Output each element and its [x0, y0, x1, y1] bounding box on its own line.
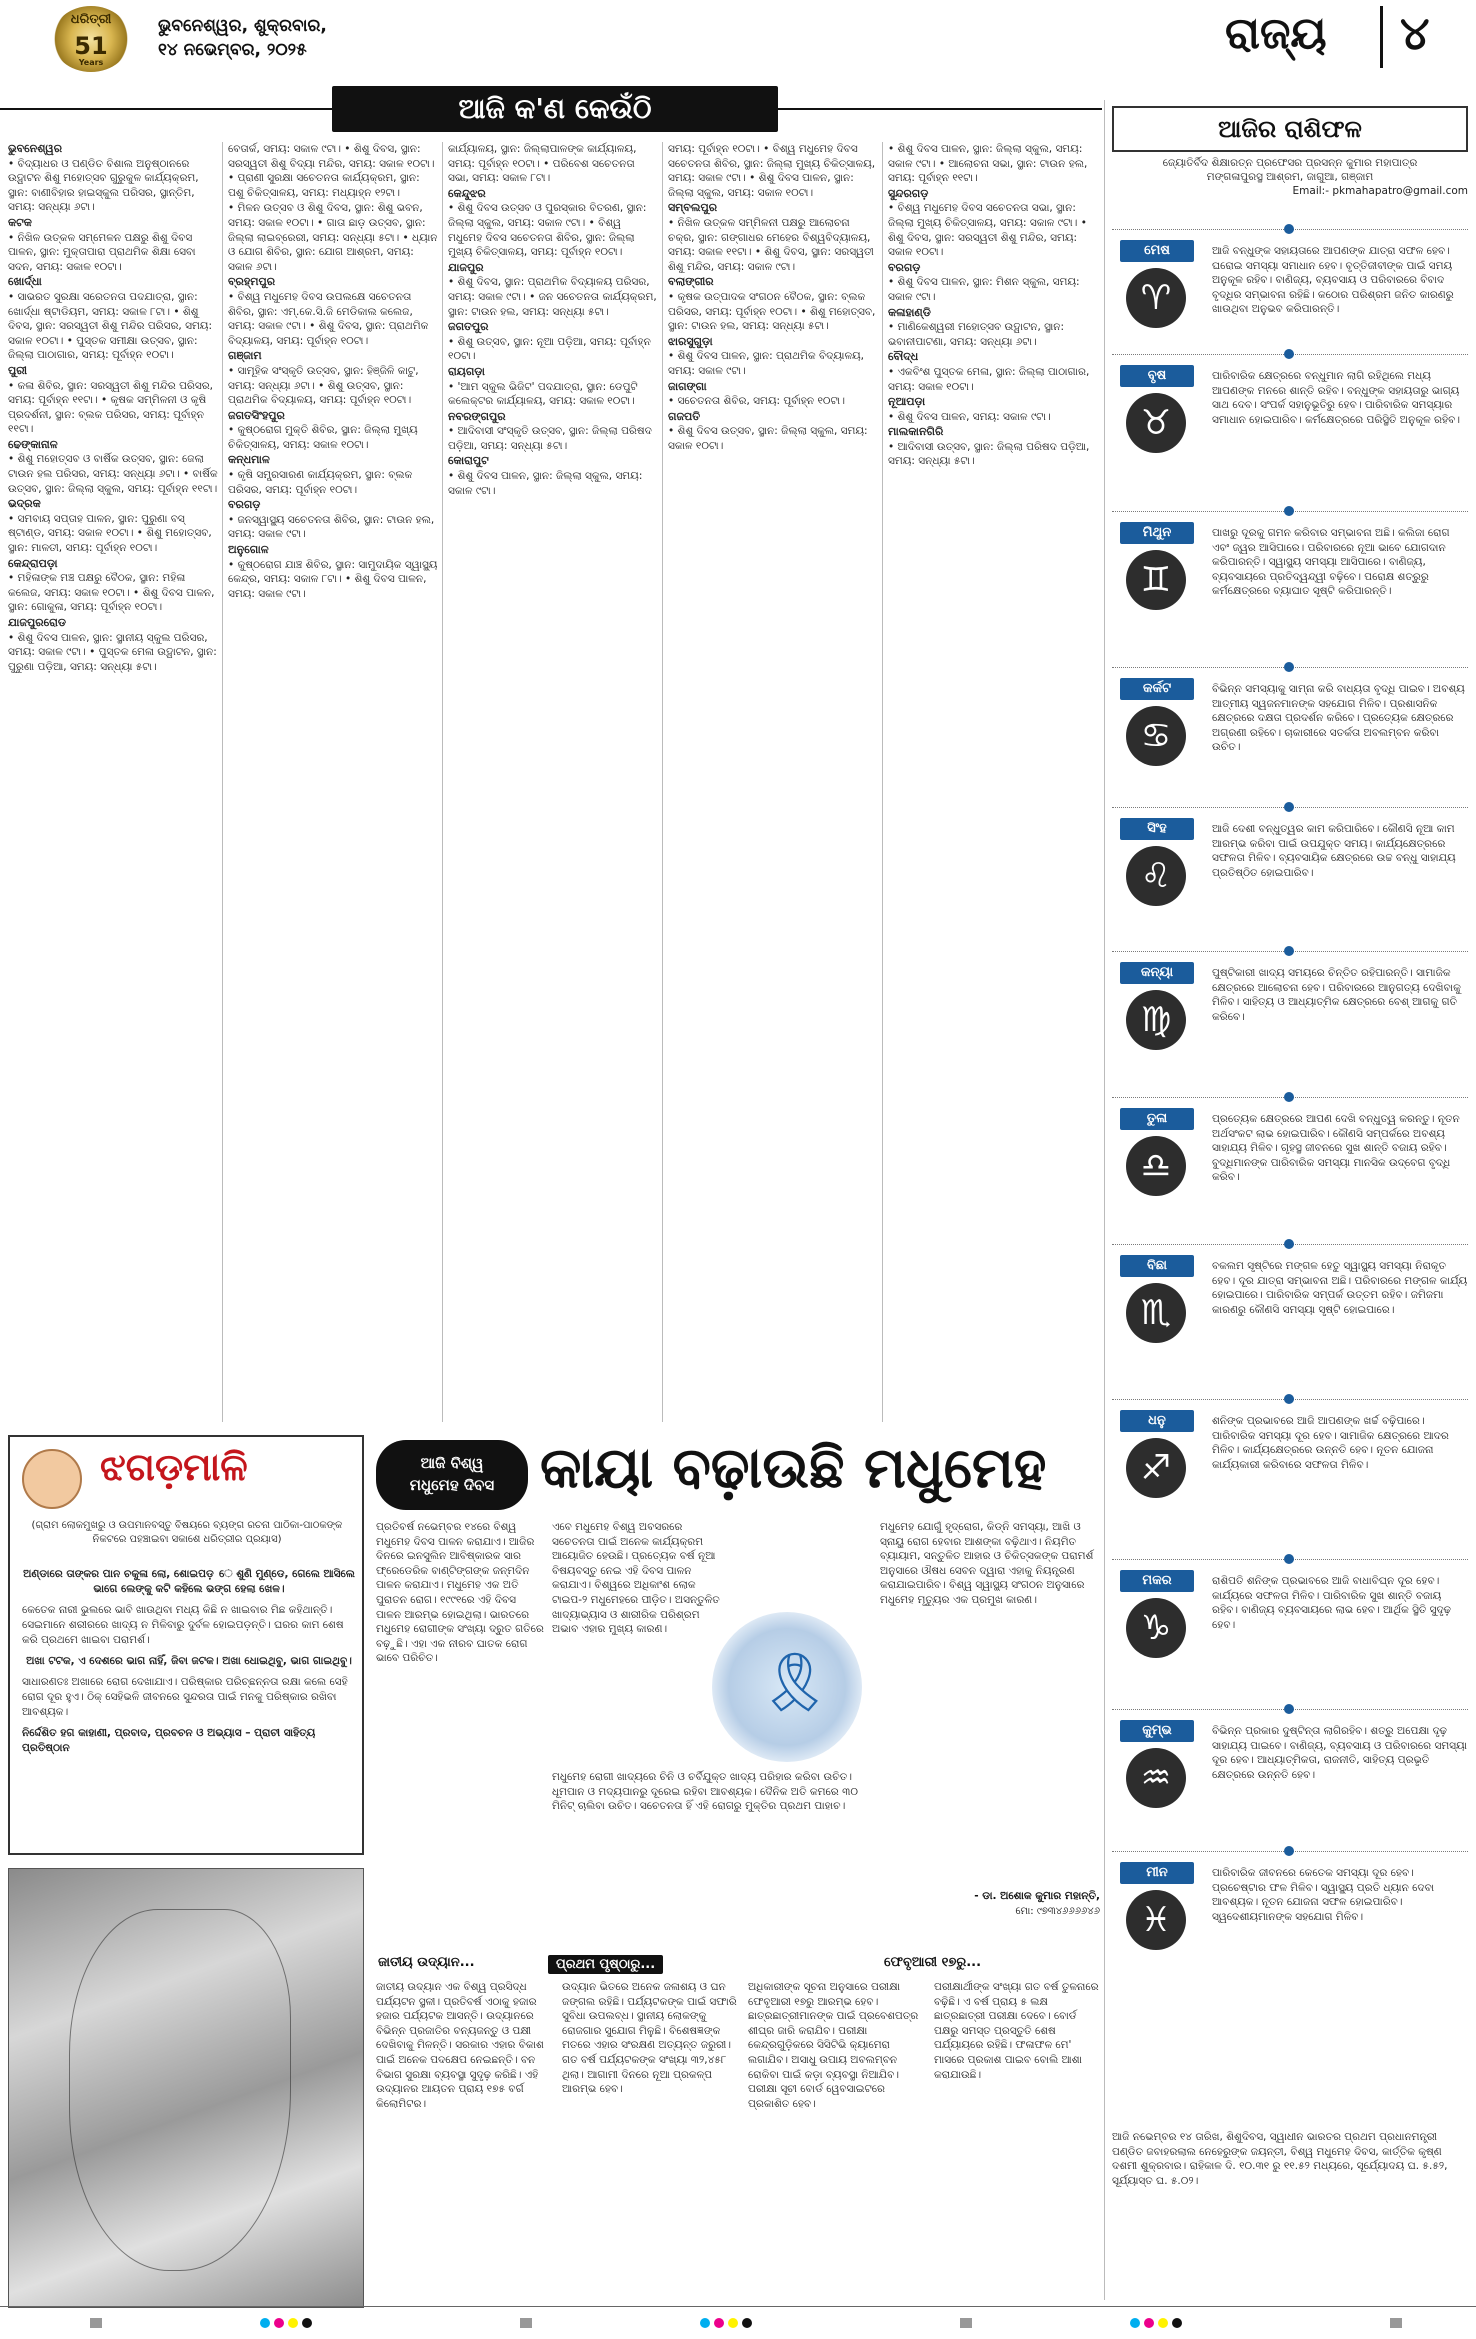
zodiac-symbol-icon: ♓: [1126, 1890, 1186, 1950]
column-rule: [662, 142, 663, 1422]
event-listing: • କୃଷକ ଉତ୍ପାଦକ ସଂଗଠନ ବୈଠକ, ସ୍ଥାନ: ବ୍ଲକ ପରିସର, ସମୟ: ପୂର୍ବାହ୍ନ ୧୦ଟା। • ଶିଶୁ ମହୋତ୍ସବ, ସ୍ଥାନ: ଟାଉନ ହଲ, ସମୟ: ସନ୍ଧ୍ୟା ୫ଟା।: [668, 290, 876, 333]
event-listing: • ଶିଶୁ ଦିବସ ପାଳନ, ସମୟ: ସକାଳ ୯ଟା।: [888, 410, 1051, 423]
events-column-1: [8, 142, 218, 1422]
zodiac-sign-block: [1112, 240, 1468, 358]
satellite-weather-map: [8, 1868, 364, 2308]
event-listing: କାର୍ଯ୍ୟାଳୟ, ସ୍ଥାନ: ଜିଲ୍ଲାପାଳଙ୍କ କାର୍ଯ୍ୟାଳୟ, ସମୟ: ପୂର୍ବାହ୍ନ ୧୦ଟା। • ପରିବେଶ ସଚେତନତା ସଭା, ସମୟ: ସକାଳ ୮ଟା।: [448, 143, 637, 185]
district-heading: ପୁରୀ: [8, 363, 27, 377]
district-heading: ଜଗତପୁର: [448, 320, 489, 334]
zodiac-sign-name: ମିଥୁନ: [1120, 522, 1194, 544]
joke-source: ନିର୍ଦ୍ଦେଶିତ ହଗ କାହାଣୀ, ପ୍ରବାଦ, ପ୍ରବଚନ ଓ ଅଭ୍ୟାସ – ପ୍ରାଚୀ ସାହିତ୍ୟ ପ୍ରତିଷ୍ଠାନ: [22, 1727, 316, 1754]
zodiac-prediction: ପାରିବାରିକ ଜୀବନରେ କେତେକ ସମସ୍ୟା ଦୂର ହେବ। ପ୍ରଚେଷ୍ଟାର ଫଳ ମିଳିବ। ସ୍ୱାସ୍ଥ୍ୟ ପ୍ରତି ଧ୍ୟାନ ଦେବା ଆବଶ୍ୟକ। ନୂତନ ଯୋଜନା ସଫଳ ହୋଇପାରିବ। ସ୍ୱଦେଶୀୟମାନଙ୍କ ସହଯୋଗ ମିଳିବ।: [1212, 1867, 1435, 1923]
event-listing: • ଶିଶୁ ଦିବସ ପାଳନ, ସ୍ଥାନ: ସ୍ଥାନୀୟ ସ୍କୁଲ ପରିସର, ସମୟ: ସକାଳ ୯ଟା। • ପୁସ୍ତକ ମେଳା ଉଦ୍ଘାଟନ, ସ୍ଥାନ: ପୁରୁଣା ପଡ଼ିଆ, ସମୟ: ସନ୍ଧ୍ୟା ୫ଟା।: [8, 631, 217, 673]
logo-years-number: 51: [74, 32, 108, 60]
event-listing: • ମିଳନ ଉତ୍ସବ ଓ ଶିଶୁ ଦିବସ, ସ୍ଥାନ: ଶିଶୁ ଭବନ, ସମୟ: ସକାଳ ୧୦ଟା। • ଗାତା ଛାଡ଼ ଉତ୍ସବ, ସ୍ଥାନ: ଜିଲ୍ଲା ଲାଇବ୍ରେରୀ, ସମୟ: ସନ୍ଧ୍ୟା ୫ଟା। • ଧ୍ୟାନ ଓ ଯୋଗ ଶିବିର, ସ୍ଥାନ: ଯୋଗ ଆଶ୍ରମ, ସମୟ: ସକାଳ ୬ଟା।: [228, 202, 438, 273]
verse-1: ଅଣ୍ଡାରେ ତାଙ୍କର ପାନ ଚକୁଳା ଲୋ, ଶୋଇପଡ଼ େ ଶୁଣି ମୁଣ୍ଡେ, ଗେଲେ ଆସିଲେ ଭାଗେ ଲେଙ୍କୁ କଟି କହିଲେ ଭଙ୍ଗ ହେଲା ଖେଳ।: [23, 1568, 355, 1595]
zodiac-sign-name: ସିଂହ: [1120, 818, 1194, 840]
feature-tag-line-1: ଆଜି ବିଶ୍ୱ: [420, 1454, 484, 1472]
district-heading: ବରଗଡ଼: [888, 260, 921, 274]
masthead: [0, 0, 500, 78]
bottom-column-4: ପରୀକ୍ଷାର୍ଥୀଙ୍କ ସଂଖ୍ୟା ଗତ ବର୍ଷ ତୁଳନାରେ ବଢ଼ିଛି। ଏ ବର୍ଷ ପ୍ରାୟ ୫ ଲକ୍ଷ ଛାତ୍ରଛାତ୍ରୀ ପରୀକ୍ଷା ଦେବେ। ବୋର୍ଡ ପକ୍ଷରୁ ସମସ୍ତ ପ୍ରସ୍ତୁତି ଶେଷ ପର୍ଯ୍ୟାୟରେ ରହିଛି। ଫଳାଫଳ ମେ' ମାସରେ ପ୍ରକାଶ ପାଇବ ବୋଲି ଆଶା କରାଯାଉଛି।: [934, 1981, 1099, 2081]
event-listing: • ଶିଶୁ ଦିବସ ପାଳନ, ସ୍ଥାନ: ପ୍ରାଥମିକ ବିଦ୍ୟାଳୟ, ସମୟ: ସକାଳ ୯ଟା।: [668, 350, 865, 377]
district-heading: ନୂଆପଡ଼ା: [888, 395, 926, 409]
rashifal-title: ଆଜିର ରାଶିଫଳ: [1112, 106, 1468, 152]
event-listing: ବେତାର୍କ, ସମୟ: ସକାଳ ୯ଟା। • ଶିଶୁ ଦିବସ, ସ୍ଥାନ: ସରସ୍ୱତୀ ଶିଶୁ ବିଦ୍ୟା ମନ୍ଦିର, ସମୟ: ସକାଳ ୧୦ଟା। • ପ୍ରାଣୀ ସୁରକ୍ଷା ସଚେତନତା କାର୍ଯ୍ୟକ୍ରମ, ସ୍ଥାନ: ପଶୁ ଚିକିତ୍ସାଳୟ, ସମୟ: ମଧ୍ୟାହ୍ନ ୧୨ଟା।: [228, 143, 435, 199]
jhagadamali-subtitle: (ଗ୍ରାମ ଲୋକମୁଖରୁ ଓ ଉପମାନବସ୍ତୁ ବିଷୟରେ ବ୍ୟଙ୍ଗ ରଚନା ପାଠିକା-ପାଠକଙ୍କ ନିକଟରେ ପହଞ୍ଚାଇବା ସକାଶେ ଧରିତ୍ରୀର ପ୍ରୟାସ): [31, 1520, 343, 1545]
sign-divider: [1112, 802, 1468, 812]
zodiac-symbol-icon: ♎: [1126, 1136, 1186, 1196]
paragraph-1: କେତେକ ନାରୀ ଭୁଲରେ ଭାବି ଖାଉଥିବା ମଧ୍ୟ କିଛି ନ ଖାଇବାର ମିଛ କହିଥାନ୍ତି। ସେଇମାନେ ଶରୀରରେ ଖାଦ୍ୟ ନ ମିଳିବାରୁ ଦୁର୍ବଳ ହୋଇପଡ଼ନ୍ତି। ଘରର କାମ ଶେଷ କରି ପ୍ରଥମେ ଖାଇବା ପରାମର୍ଶ।: [22, 1604, 344, 1646]
jhagadamali-title: ଝଗଡ଼ମାଳି: [100, 1445, 248, 1489]
cyan-mark: [700, 2318, 710, 2328]
zodiac-symbol-icon: ♈: [1126, 268, 1186, 328]
black-mark: [302, 2318, 312, 2328]
zodiac-sign-block: [1112, 1570, 1468, 1688]
event-listing: • ଶିଶୁ ମହୋତ୍ସବ ଓ ବାର୍ଷିକ ଉତ୍ସବ, ସ୍ଥାନ: ଜେଲା ଟାଉନ ହଲ ପରିସର, ସମୟ: ସନ୍ଧ୍ୟା ୬ଟା। • ବାର୍ଷିକ ଉତ୍ସବ, ସ୍ଥାନ: ଜିଲ୍ଲା ସ୍କୁଲ, ସମୟ: ପୂର୍ବାହ୍ନ ୧୧ଟା।: [8, 453, 218, 495]
feature-column-3: ମଧୁମେହ ଯୋଗୁଁ ହୃଦ୍‌ରୋଗ, କିଡ୍ନି ସମସ୍ୟା, ଆଖି ଓ ସ୍ନାୟୁ ରୋଗ ହେବାର ଆଶଙ୍କା ବଢ଼ିଥାଏ। ନିୟମିତ ବ୍ୟାୟାମ, ସନ୍ତୁଳିତ ଆହାର ଓ ଚିକିତ୍ସକଙ୍କ ପରାମର୍ଶ ଅନୁସାରେ ଔଷଧ ସେବନ ଦ୍ୱାରା ଏହାକୁ ନିୟନ୍ତ୍ରଣ କରାଯାଇପାରିବ। ବିଶ୍ୱ ସ୍ୱାସ୍ଥ୍ୟ ସଂଗଠନ ଅନୁସାରେ ମଧୁମେହ ମୃତ୍ୟୁର ଏକ ପ୍ରମୁଖ କାରଣ।: [880, 1521, 1094, 1606]
cartoon-face-icon: [22, 1449, 82, 1509]
india-outline: [69, 1909, 291, 2271]
gray-mark: [520, 2318, 532, 2328]
jhagadamali-text: [22, 1567, 356, 1756]
sign-divider: [1112, 1704, 1468, 1714]
rashifal-address: ମଙ୍ଗଳାପୁରସ୍ଥ ଆଶ୍ରମ, ଜାଗୁଆ, ଗଞ୍ଜାମ: [1206, 171, 1374, 183]
dharitri-51-years-logo: [52, 6, 130, 72]
district-heading: ଝାରସୁଗୁଡ଼ା: [668, 334, 713, 348]
zodiac-sign-block: [1112, 365, 1468, 483]
event-listing: • ଶିଶୁ ଦିବସ ପାଳନ, ସ୍ଥାନ: ଜିଲ୍ଲା ସ୍କୁଲ, ସମୟ: ସକାଳ ୯ଟା। • ଆଲୋଚନା ସଭା, ସ୍ଥାନ: ଟାଉନ ହଲ, ସମୟ: ପୂର୍ବାହ୍ନ ୧୧ଟା।: [888, 143, 1088, 185]
feature-column-4: ମଧୁମେହ ରୋଗୀ ଖାଦ୍ୟରେ ଚିନି ଓ ଚର୍ବିଯୁକ୍ତ ଖାଦ୍ୟ ପରିହାର କରିବା ଉଚିତ। ଧୂମପାନ ଓ ମଦ୍ୟପାନରୁ ଦୂରେଇ ରହିବା ଆବଶ୍ୟକ। ଦୈନିକ ଅତି କମରେ ୩୦ ମିନିଟ୍ ଚାଲିବା ଉଚିତ। ସଚେତନତା ହିଁ ଏହି ରୋଗରୁ ମୁକ୍ତିର ପ୍ରଥମ ପାହାଚ।: [552, 1771, 858, 1813]
zodiac-sign-name: ବୃଷ: [1120, 365, 1194, 387]
district-heading: ଅନୁଗୋଳ: [228, 543, 269, 557]
event-listing: • କଳା ଶିବିର, ସ୍ଥାନ: ସରସ୍ୱତୀ ଶିଶୁ ମନ୍ଦିର ପରିସର, ସମୟ: ପୂର୍ବାହ୍ନ ୧୧ଟା। • କୃଷକ ସମ୍ମିଳନୀ ଓ କୃଷି ପ୍ରଦର୍ଶନୀ, ସ୍ଥାନ: ବ୍ଲକ ପରିସର, ସମୟ: ପୂର୍ବାହ୍ନ ୧୧ଟା।: [8, 379, 214, 436]
magenta-mark: [274, 2318, 284, 2328]
bottom-column-1: ଜାତୀୟ ଉଦ୍ୟାନ ଏକ ବିଶ୍ୱ ପ୍ରସିଦ୍ଧ ପର୍ଯ୍ୟଟନ ସ୍ଥଳୀ। ପ୍ରତିବର୍ଷ ଏଠାକୁ ହଜାର ହଜାର ପର୍ଯ୍ୟଟକ ଆସନ୍ତି। ଉଦ୍ୟାନରେ ବିଭିନ୍ନ ପ୍ରଜାତିର ବନ୍ୟଜନ୍ତୁ ଓ ପକ୍ଷୀ ଦେଖିବାକୁ ମିଳନ୍ତି। ସରକାର ଏହାର ବିକାଶ ପାଇଁ ଅନେକ ପଦକ୍ଷେପ ନେଇଛନ୍ତି। ବନ ବିଭାଗ ସୁରକ୍ଷା ବ୍ୟବସ୍ଥା ସୁଦୃଢ଼ କରିଛି। ଏହି ଉଦ୍ୟାନର ଆୟତନ ପ୍ରାୟ ୧୭୫ ବର୍ଗ କିଲୋମିଟର।: [376, 1981, 544, 2110]
feature-column-2: ଏବେ ମଧୁମେହ ବିଶ୍ୱ ଅବସରରେ ସଚେତନତା ପାଇଁ ଅନେକ କାର୍ଯ୍ୟକ୍ରମ ଆୟୋଜିତ ହେଉଛି। ପ୍ରତ୍ୟେକ ବର୍ଷ ନୂଆ ବିଷୟବସ୍ତୁ ନେଇ ଏହି ଦିବସ ପାଳନ କରାଯାଏ। ବିଶ୍ୱରେ ଅଧିକାଂଶ ଲୋକ ଟାଇପ-୨ ମଧୁମେହରେ ପୀଡ଼ିତ। ଅସନ୍ତୁଳିତ ଖାଦ୍ୟାଭ୍ୟାସ ଓ ଶାରୀରିକ ପରିଶ୍ରମ ଅଭାବ ଏହାର ମୁଖ୍ୟ କାରଣ।: [552, 1521, 720, 1636]
event-listing: • ନିଖିଳ ଉତ୍କଳ ସମ୍ମିଳନୀ ପକ୍ଷରୁ ଆଲୋଚନା ଚକ୍ର, ସ୍ଥାନ: ଗଙ୍ଗାଧର ମେହେର ବିଶ୍ୱବିଦ୍ୟାଳୟ, ସମୟ: ସକାଳ ୧୧ଟା। • ଶିଶୁ ଦିବସ, ସ୍ଥାନ: ସରସ୍ୱତୀ ଶିଶୁ ମନ୍ଦିର, ସମୟ: ସକାଳ ୯ଟା।: [668, 216, 874, 273]
event-listing: • 'ଆମ ସ୍କୁଲ ଭିଜିଟ' ପଦଯାତ୍ରା, ସ୍ଥାନ: ଡେପୁଟି କଲେକ୍ଟର କାର୍ଯ୍ୟାଳୟ, ସମୟ: ସକାଳ ୧୦ଟା।: [448, 380, 638, 408]
event-listing: • ଜନସ୍ୱାସ୍ଥ୍ୟ ସଚେତନତା ଶିବିର, ସ୍ଥାନ: ଟାଉନ ହଲ, ସମୟ: ସକାଳ ୯ଟା।: [228, 513, 435, 541]
gray-mark: [90, 2318, 102, 2328]
zodiac-sign-block: [1112, 1108, 1468, 1226]
magenta-mark: [714, 2318, 724, 2328]
district-heading: କେନ୍ଦୁଝର: [448, 186, 486, 200]
feature-byline: - ଡା. ଅଶୋକ କୁମାର ମହାନ୍ତି,: [974, 1890, 1100, 1902]
rashifal-email: Email:- pkmahapatro@gmail.com: [1292, 185, 1468, 197]
zodiac-symbol-icon: ♋: [1126, 706, 1186, 766]
footer-rule: [0, 2306, 1476, 2307]
zodiac-sign-name: କନ୍ୟା: [1120, 962, 1194, 984]
district-heading: କଟକ: [8, 215, 32, 229]
event-listing: • ଏକବିଂଶ ପୁସ୍ତକ ମେଳା, ସ୍ଥାନ: ଜିଲ୍ଲା ପାଠାଗାର, ସମୟ: ସକାଳ ୧୦ଟା।: [888, 365, 1090, 393]
district-heading: ବ୍ରହ୍ମପୁର: [228, 275, 276, 289]
zodiac-symbol-icon: ♍: [1126, 990, 1186, 1050]
feature-headline: କାୟା ବଢ଼ାଉଛି ମଧୁମେହ: [540, 1436, 1047, 1501]
district-heading: ସମ୍ବଲପୁର: [668, 201, 718, 215]
events-banner: ଆଜି କ'ଣ କେଉଁଠି: [332, 86, 778, 132]
district-heading: କନ୍ଧମାଳ: [228, 453, 270, 467]
zodiac-prediction: ଆଜି ବନ୍ଧୁଙ୍କ ସହାୟତାରେ ଆପଣଙ୍କ ଯାତ୍ରା ସଫଳ ହେବ। ଘରୋଇ ସମସ୍ୟା ସମାଧାନ ହେବ। ବୃତ୍ତିଜୀବୀଙ୍କ ପାଇଁ ସମୟ ଅନୁକୂଳ ରହିବ। ବାଣିଜ୍ୟ, ବ୍ୟବସାୟ ଓ ପରିବାରରେ ବିବାଦ ବୃଦ୍ଧିର ସମ୍ଭାବନା ରହିଛି। କଠୋର ପରିଶ୍ରମ ଜନିତ କାରଣରୁ ଖାଉଥିବା ଅନୁଭବ କରିପାରନ୍ତି।: [1212, 245, 1454, 316]
logo-brand: ଧରିତ୍ରୀ: [70, 12, 112, 27]
magenta-mark: [1144, 2318, 1154, 2328]
zodiac-symbol-icon: ♒: [1126, 1748, 1186, 1808]
zodiac-sign-name: ମୀନ: [1120, 1862, 1194, 1884]
feature-tag-line-2: ମଧୁମେହ ଦିବସ: [409, 1476, 495, 1494]
sign-divider: [1112, 349, 1468, 359]
events-column-4: [668, 142, 878, 1422]
district-heading: ସୁନ୍ଦରଗଡ଼: [888, 186, 929, 200]
zodiac-sign-name: ମେଷ: [1120, 240, 1194, 262]
event-listing: • ସମବାୟ ସପ୍ତାହ ପାଳନ, ସ୍ଥାନ: ପୁରୁଣା ବସ୍ ଷ୍ଟାଣ୍ଡ, ସମୟ: ସକାଳ ୧୦ଟା। • ଶିଶୁ ମହୋତ୍ସବ, ସ୍ଥାନ: ମାଳତୀ, ସମୟ: ପୂର୍ବାହ୍ନ ୧୦ଟା।: [8, 512, 212, 555]
event-listing: • ଶିଶୁ ଦିବସ, ସ୍ଥାନ: ପ୍ରାଥମିକ ବିଦ୍ୟାଳୟ ପରିସର, ସମୟ: ସକାଳ ୯ଟା। • ଜନ ସଚେତନତା କାର୍ଯ୍ୟକ୍ରମ, ସ୍ଥାନ: ଟାଉନ ହଲ, ସମୟ: ସନ୍ଧ୍ୟା ୫ଟା।: [448, 276, 657, 318]
gray-mark: [1390, 2318, 1402, 2328]
event-listing: • ସଚେତନତା ଶିବିର, ସମୟ: ପୂର୍ବାହ୍ନ ୧୦ଟା।: [668, 395, 845, 408]
dateline-city: ଭୁବନେଶ୍ୱର, ଶୁକ୍ରବାର,: [158, 16, 327, 36]
sign-divider: [1112, 1092, 1468, 1102]
zodiac-prediction: ବିଭିନ୍ନ ସମସ୍ୟାକୁ ସାମ୍ନା କରି ବାଧ୍ୟତା ବୃଦ୍ଧି ପାଇବ। ଅବଶ୍ୟ ଆତ୍ମୀୟ ସ୍ୱଜନମାନଙ୍କ ସହଯୋଗ ମିଳିବ। ପ୍ରଶାସନିକ କ୍ଷେତ୍ରରେ ଦକ୍ଷତା ପ୍ରଦର୍ଶନ କରିବେ। ପ୍ରତ୍ୟେକ କ୍ଷେତ୍ରରେ ଅଗ୍ରଣୀ ରହିବେ। ଚାକାରୀରେ ସତର୍କତା ଅବଲମ୍ବନ କରିବା ଉଚିତ।: [1212, 683, 1465, 754]
district-heading: ମାଲକାନଗିରି: [888, 425, 944, 439]
district-heading: ରାୟଗଡ଼ା: [448, 364, 485, 378]
jhagadamali-box: [8, 1435, 364, 1855]
section-title: ରାଜ୍ୟ: [1225, 8, 1327, 59]
event-listing: • କୁଷ୍ଠରୋଗ ମୁକ୍ତି ଶିବିର, ସ୍ଥାନ: ଜିଲ୍ଲା ମୁଖ୍ୟ ଚିକିତ୍ସାଳୟ, ସମୟ: ସକାଳ ୧୦ଟା।: [228, 424, 418, 451]
verse-2: ଅଖା ଟଟକ, ଏ ଦେଶରେ ଭାଗ ନାହିଁ, ଜିବା ଜଟକ। ଅଖା ଧୋଇଥିବୁ, ଭାଗ ଗାଇଥିବୁ।: [26, 1655, 352, 1667]
zodiac-sign-block: [1112, 1862, 1468, 1980]
zodiac-symbol-icon: ♊: [1126, 550, 1186, 610]
story-title-national-park: ଜାତୀୟ ଉଦ୍ୟାନ...: [378, 1955, 475, 1970]
rashifal-author: ଜ୍ୟୋତିର୍ବିଦ ଶିକ୍ଷାରତ୍ନ ପ୍ରଫେସର ପ୍ରସନ୍ନ କୁମାର ମହାପାତ୍ର: [1162, 157, 1418, 169]
district-heading: ଜାଗଙ୍ଗା: [668, 379, 707, 393]
zodiac-sign-name: ତୁଳା: [1120, 1108, 1194, 1130]
zodiac-sign-block: [1112, 962, 1468, 1080]
zodiac-sign-name: କୁମ୍ଭ: [1120, 1720, 1194, 1742]
sign-divider: [1112, 1846, 1468, 1856]
gray-mark: [960, 2318, 972, 2328]
zodiac-sign-name: ମକର: [1120, 1570, 1194, 1592]
column-rule: [442, 142, 443, 1422]
feature-phone: ମୋ: ୯୭୩୪୬୬୬୬୪୬: [1015, 1906, 1100, 1917]
sign-divider: [1112, 1239, 1468, 1249]
district-heading: କୋରାପୁଟ: [448, 454, 489, 468]
rashifal-author-block: [1112, 156, 1468, 216]
bottom-column-2: ଉଦ୍ୟାନ ଭିତରେ ଅନେକ ଜଳାଶୟ ଓ ଘନ ଜଙ୍ଗଲ ରହିଛି। ପର୍ଯ୍ୟଟକଙ୍କ ପାଇଁ ସଫାରି ସୁବିଧା ଉପଲବ୍ଧ। ସ୍ଥାନୀୟ ଲୋକଙ୍କୁ ରୋଜଗାର ସୁଯୋଗ ମିଳୁଛି। ବିଶେଷଜ୍ଞଙ୍କ ମତରେ ଏହାର ସଂରକ୍ଷଣ ଅତ୍ୟନ୍ତ ଜରୁରୀ। ଗତ ବର୍ଷ ପର୍ଯ୍ୟଟକଙ୍କ ସଂଖ୍ୟା ୩୨,୪୫୮ ଥିଲା। ଆଗାମୀ ଦିନରେ ନୂଆ ପ୍ରକଳ୍ପ ଆରମ୍ଭ ହେବ।: [562, 1981, 737, 2096]
district-heading: ଭଦ୍ରକ: [8, 497, 41, 511]
district-heading: ଯାଜପୁରରୋଡ: [8, 616, 66, 629]
district-heading: ବଲାଙ୍ଗୀର: [668, 275, 714, 289]
story-title-february: ଫେବୃଆରୀ ୧୭ରୁ...: [884, 1955, 982, 1970]
sign-divider: [1112, 1554, 1468, 1564]
event-listing: • କୃଷି ସମ୍ପ୍ରସାରଣ କାର୍ଯ୍ୟକ୍ରମ, ସ୍ଥାନ: ବ୍ଲକ ପରିସର, ସମୟ: ପୂର୍ବାହ୍ନ ୧୦ଟା।: [228, 469, 413, 496]
zodiac-sign-block: [1112, 1255, 1468, 1373]
district-heading: ଢେଙ୍କାନାଳ: [8, 437, 58, 451]
zodiac-sign-block: [1112, 678, 1468, 796]
zodiac-sign-block: [1112, 1720, 1468, 1838]
column-rule: [222, 142, 223, 1422]
zodiac-symbol-icon: ♐: [1126, 1438, 1186, 1498]
zodiac-sign-block: [1112, 818, 1468, 936]
district-heading: କେନ୍ଦ୍ରାପଡ଼ା: [8, 556, 58, 570]
awareness-ribbon-icon: [712, 1612, 862, 1762]
district-heading: ଭୁବନେଶ୍ୱର: [8, 142, 63, 155]
yellow-mark: [288, 2318, 298, 2328]
district-heading: ବରଗଡ଼: [228, 498, 261, 512]
zodiac-prediction: ପ୍ରତ୍ୟେକ କ୍ଷେତ୍ରରେ ଆପଣ ଦେଖି ବନ୍ଧୁତ୍ୱ କରନ୍ତୁ। ନୂତନ ଅର୍ଥସଂକଟ ଲାଭ ହୋଇପାରିବ। କୌଣସି ସମ୍ପର୍କରେ ଅବଶ୍ୟ ସାହାଯ୍ୟ ମିଳିବ। ଗୃହସ୍ଥ ଜୀବନରେ ସୁଖ ଶାନ୍ତି ବଜାୟ ରହିବ। ବୁଦ୍ଧିମାନଙ୍କ ପାରିବାରିକ ସମସ୍ୟା ମାନସିକ ଉଦ୍ବେଗ ବୃଦ୍ଧି କରିବ।: [1212, 1113, 1460, 1184]
black-mark: [1172, 2318, 1182, 2328]
events-column-5: [888, 142, 1098, 1422]
zodiac-symbol-icon: ♉: [1126, 393, 1186, 453]
district-heading: ଯାଜପୁର: [448, 260, 484, 274]
district-heading: ଖୋର୍ଦ୍ଧା: [8, 275, 42, 289]
district-heading: କଳାହାଣ୍ଡି: [888, 305, 931, 319]
paragraph-2: ସାଧାରଣତଃ ଅଖାରେ ରୋଗ ଦେଖାଯାଏ। ପରିଷ୍କାର ପରିଚ୍ଛନ୍ନତା ରକ୍ଷା କଲେ ସେହି ରୋଗ ଦୂର ହୁଏ। ଠିକ୍ ସେହିଭଳି ଜୀବନରେ ସୁନ୍ଦରତା ପାଇଁ ମନକୁ ପରିଷ୍କାର ରଖିବା ଆବଶ୍ୟକ।: [22, 1676, 348, 1718]
zodiac-prediction: ପାରିବାରିକ କ୍ଷେତ୍ରରେ ବନ୍ଧୁମାନ ଲାଗି ରହିଥିଲେ ମଧ୍ୟ ଆପଣଙ୍କ ମନରେ ଶାନ୍ତି ରହିବ। ବନ୍ଧୁଙ୍କ ସହାୟତାରୁ ଭାଗ୍ୟ ସାଥ ଦେବ। ସଂପର୍କ ସହାନୁଭୂତିରୁ ହେବ। ପାରିବାରିକ ସମସ୍ୟାର ସମାଧାନ ହୋଇପାରିବ। କର୍ମକ୍ଷେତ୍ରରେ ପରିସ୍ଥିତି ଅନୁକୂଳ ରହିବ।: [1212, 370, 1460, 426]
continued-from-front-tag: ପ୍ରଥମ ପୃଷ୍ଠାରୁ...: [548, 1955, 663, 1974]
zodiac-sign-name: କର୍କଟ: [1120, 678, 1194, 700]
calendar-note: ଆଜି ନଭେମ୍ବର ୧୪ ତାରିଖ, ଶିଶୁଦିବସ, ସ୍ୱାଧୀନ ଭାରତର ପ୍ରଥମ ପ୍ରଧାନମନ୍ତ୍ରୀ ପଣ୍ଡିତ ଜବାହରଲାଲ ନେହେରୁଙ୍କ ଜୟନ୍ତୀ, ବିଶ୍ୱ ମଧୁମେହ ଦିବସ, କାର୍ତ୍ତିକ କୃଷ୍ଣ ଦଶମୀ ଶୁକ୍ରବାର। ରାହିକାଳ ଦି. ୧୦.୩୧ ରୁ ୧୧.୫୨ ମଧ୍ୟରେ, ସୂର୍ଯ୍ୟୋଦୟ ଘ. ୫.୫୨, ସୂର୍ଯ୍ୟାସ୍ତ ଘ. ୫.୦୨।: [1112, 2131, 1448, 2187]
yellow-mark: [1158, 2318, 1168, 2328]
dateline-date: ୧୪ ନଭେମ୍ବର, ୨୦୨୫: [158, 40, 307, 60]
event-listing: • କୁଷ୍ଠରୋଗ ଯାଞ୍ଚ ଶିବିର, ସ୍ଥାନ: ସାମୁଦାୟିକ ସ୍ୱାସ୍ଥ୍ୟ କେନ୍ଦ୍ର, ସମୟ: ସକାଳ ୮ଟା। • ଶିଶୁ ଦିବସ ପାଳନ, ସମୟ: ସକାଳ ୯ଟା।: [228, 558, 438, 600]
district-heading: ଜଗତସିଂହପୁର: [228, 408, 285, 422]
event-listing: • ବିଶ୍ୱ ମଧୁମେହ ଦିବସ ଉପଲକ୍ଷେ ସଚେତନତା ଶିବିର, ସ୍ଥାନ: ଏମ୍.କେ.ସି.ଜି ମେଡିକାଲ କଲେଜ, ସମୟ: ସକାଳ ୯ଟା। • ଶିଶୁ ଦିବସ, ସ୍ଥାନ: ପ୍ରାଥମିକ ବିଦ୍ୟାଳୟ, ସମୟ: ପୂର୍ବାହ୍ନ ୧୦ଟା।: [228, 290, 429, 347]
sign-divider: [1112, 1394, 1468, 1404]
cyan-mark: [260, 2318, 270, 2328]
yellow-mark: [728, 2318, 738, 2328]
sign-divider: [1112, 224, 1468, 234]
district-heading: ଗଞ୍ଜାମ: [228, 349, 262, 363]
events-column-2: [228, 142, 438, 1422]
events-column-3: [448, 142, 658, 1422]
event-listing: • ବିଶ୍ୱ ମଧୁମେହ ଦିବସ ସଚେତନତା ସଭା, ସ୍ଥାନ: ଜିଲ୍ଲା ମୁଖ୍ୟ ଚିକିତ୍ସାଳୟ, ସମୟ: ସକାଳ ୯ଟା। • ଶିଶୁ ଦିବସ, ସ୍ଥାନ: ସରସ୍ୱତୀ ଶିଶୁ ମନ୍ଦିର, ସମୟ: ସକାଳ ୧୦ଟା।: [888, 202, 1087, 259]
event-listing: • ବିଦ୍ୟାଧର ଓ ପଣ୍ଡିତ ବିଶାଲ ଅନୁଷ୍ଠାନରେ ଉଦ୍ଘାଟନ ଶିଶୁ ମହୋତ୍ସବ ଗୁରୁକୁଳ କାର୍ଯ୍ୟକ୍ରମ, ସ୍ଥାନ: ବାଣୀବିହାର ହାଇସ୍କୁଲ ପରିସର, ସ୍ଥାନ୍ତିମ, ସମୟ: ସନ୍ଧ୍ୟା ୬ଟା।: [8, 157, 199, 214]
event-listing: • ସାଭରତ ସୁରକ୍ଷା ସରେତନତା ପଦଯାତ୍ରା, ସ୍ଥାନ: ଖୋର୍ଦ୍ଧା ଷ୍ଟାଡିୟମ, ସମୟ: ସକାଳ ୮ଟା। • ଶିଶୁ ଦିବସ, ସ୍ଥାନ: ସରସ୍ୱତୀ ଶିଶୁ ମନ୍ଦିର ପରିସର, ସମୟ: ସକାଳ ୧୦ଟା। • ପୁସ୍ତକ ସମୀକ୍ଷା ଉତ୍ସବ, ସ୍ଥାନ: ଜିଲ୍ଲା ପାଠାଗାର, ସମୟ: ପୂର୍ବାହ୍ନ ୧୦ଟା।: [8, 290, 213, 362]
event-listing: • ନିଖିଳ ଉତ୍କଳ ସମ୍ମେଳନ ପକ୍ଷରୁ ଶିଶୁ ଦିବସ ପାଳନ, ସ୍ଥାନ: ମୁକ୍ତାପାରା ପ୍ରାଥମିକ ଶିକ୍ଷା ସେବା ସଦନ, ସମୟ: ସକାଳ ୧୦ଟା।: [8, 231, 196, 273]
zodiac-prediction: ଆଜି ଦେଶୀ ବନ୍ଧୁତ୍ୱର କାମ କରିପାରିବେ। କୌଣସି ନୂଆ କାମ ଆରମ୍ଭ କରିବା ପାଇଁ ଉପଯୁକ୍ତ ସମୟ। କାର୍ଯ୍ୟକ୍ଷେତ୍ରରେ ସଫଳତା ମିଳିବ। ବ୍ୟବସାୟିକ କ୍ଷେତ୍ରରେ ଉଚ୍ଚ ବନ୍ଧୁ ସାହାଯ୍ୟ ପ୍ରତିଷ୍ଠିତ ହୋଇପାରିବ।: [1212, 823, 1456, 879]
column-rule: [1104, 100, 1105, 2300]
bottom-column-3: ଅଧିକାରୀଙ୍କ ସୂଚନା ଅନୁସାରେ ପରୀକ୍ଷା ଫେବୃଆରୀ ୧୭ରୁ ଆରମ୍ଭ ହେବ। ଛାତ୍ରଛାତ୍ରୀମାନଙ୍କ ପାଇଁ ପ୍ରବେଶପତ୍ର ଶୀଘ୍ର ଜାରି କରାଯିବ। ପରୀକ୍ଷା କେନ୍ଦ୍ରଗୁଡ଼ିକରେ ସିସିଟିଭି କ୍ୟାମେରା ଲଗାଯିବ। ଅସାଧୁ ଉପାୟ ଅବଲମ୍ବନ ରୋକିବା ପାଇଁ କଡ଼ା ବ୍ୟବସ୍ଥା ନିଆଯିବ। ପରୀକ୍ଷା ସୂଚୀ ବୋର୍ଡ ୱେବସାଇଟରେ ପ୍ରକାଶିତ ହେବ।: [748, 1981, 919, 2110]
event-listing: • ମାଣିକେଶ୍ୱରୀ ମହୋତ୍ସବ ଉଦ୍ଘାଟନ, ସ୍ଥାନ: ଭବାନୀପାଟଣା, ସମୟ: ସନ୍ଧ୍ୟା ୬ଟା।: [888, 321, 1065, 348]
zodiac-symbol-icon: ♌: [1126, 846, 1186, 906]
event-listing: • ଆଦିବାସୀ ସଂସ୍କୃତି ଉତ୍ସବ, ସ୍ଥାନ: ଜିଲ୍ଲା ପରିଷଦ ପଡ଼ିଆ, ସମୟ: ସନ୍ଧ୍ୟା ୫ଟା।: [448, 425, 652, 452]
section-separator: [1380, 6, 1383, 68]
sign-divider: [1112, 506, 1468, 516]
event-listing: • ଆଦିବାସୀ ଉତ୍ସବ, ସ୍ଥାନ: ଜିଲ୍ଲା ପରିଷଦ ପଡ଼ିଆ, ସମୟ: ସନ୍ଧ୍ୟା ୫ଟା।: [888, 440, 1090, 468]
dateline: [158, 14, 327, 62]
event-listing: • ସାମୂହିକ ସଂସ୍କୃତି ଉତ୍ସବ, ସ୍ଥାନ: ହିଞ୍ଜିଳି କାଟୁ, ସମୟ: ସନ୍ଧ୍ୟା ୬ଟା। • ଶିଶୁ ଉତ୍ସବ, ସ୍ଥାନ: ପ୍ରାଥମିକ ବିଦ୍ୟାଳୟ, ସମୟ: ପୂର୍ବାହ୍ନ ୧୦ଟା।: [228, 364, 419, 407]
zodiac-symbol-icon: ♏: [1126, 1283, 1186, 1343]
event-listing: • ଶିଶୁ ଦିବସ ଉତ୍ସବ ଓ ପୁରସ୍କାର ବିତରଣ, ସ୍ଥାନ: ଜିଲ୍ଲା ସ୍କୁଲ, ସମୟ: ସକାଳ ୯ଟା। • ବିଶ୍ୱ ମଧୁମେହ ଦିବସ ସଚେତନତା ଶିବିର, ସ୍ଥାନ: ଜିଲ୍ଲା ମୁଖ୍ୟ ଚିକିତ୍ସାଳୟ, ସମୟ: ପୂର୍ବାହ୍ନ ୧୦ଟା।: [448, 202, 647, 259]
event-listing: • ଶିଶୁ ଦିବସ ପାଳନ, ସ୍ଥାନ: ଜିଲ୍ଲା ସ୍କୁଲ, ସମୟ: ସକାଳ ୯ଟା।: [448, 470, 643, 497]
zodiac-prediction: ଶନିଙ୍କ ପ୍ରଭାବରେ ଆଜି ଆପଣଙ୍କ ଖର୍ଚ୍ଚ ବଢ଼ିପାରେ। ପାରିବାରିକ ସମସ୍ୟା ଦୂର ହେବ। ସାମାଜିକ କ୍ଷେତ୍ରରେ ଆଦର ମିଳିବ। କାର୍ଯ୍ୟକ୍ଷେତ୍ରରେ ଉନ୍ନତି ହେବ। ନୂତନ ଯୋଜନା କାର୍ଯ୍ୟକାରୀ କରିବାରେ ସଫଳତା ମିଳିବ।: [1212, 1415, 1449, 1471]
column-rule: [882, 142, 883, 1422]
district-heading: ଗଜପତି: [668, 409, 701, 423]
zodiac-prediction: ପାଖରୁ ଦୂରକୁ ଗମନ କରିବାର ସମ୍ଭାବନା ଅଛି। କଲିଜା ରୋଗ ଏବଂ ଜ୍ୱର ଆସିପାରେ। ପରିବାରରେ ନୂଆ ଭାବେ ଯୋଗଦାନ କରିପାରନ୍ତି। ସ୍ୱାସ୍ଥ୍ୟ ସମସ୍ୟା ଆସିପାରେ। ବାଣିଜ୍ୟ, ବ୍ୟବସାୟରେ ପ୍ରତିଦ୍ୱନ୍ଦ୍ୱୀ ବଢ଼ିବେ। ପରୋକ୍ଷ ଶତ୍ରୁରୁ କର୍ମକ୍ଷେତ୍ରରେ ବ୍ୟାଘାତ ସୃଷ୍ଟି କରିପାରନ୍ତି।: [1212, 527, 1450, 598]
district-heading: ନବରଙ୍ଗପୁର: [448, 409, 506, 423]
event-listing: • ମହିଳାଙ୍କ ମଞ୍ଚ ପକ୍ଷରୁ ବୈଠକ, ସ୍ଥାନ: ମହିଳା କଲେଜ, ସମୟ: ସକାଳ ୧୦ଟା। • ଶିଶୁ ଦିବସ ପାଳନ, ସ୍ଥାନ: ଗୋକୁଳା, ସମୟ: ପୂର୍ବାହ୍ନ ୧୦ଟା।: [8, 572, 215, 614]
zodiac-prediction: ରାଶିପତି ଶନିଙ୍କ ପ୍ରଭାବରେ ଆଜି ବାଧାବିଘ୍ନ ଦୂର ହେବ। କାର୍ଯ୍ୟରେ ସଫଳତା ମିଳିବ। ପାରିବାରିକ ସୁଖ ଶାନ୍ତି ବଜାୟ ରହିବ। ବାଣିଜ୍ୟ ବ୍ୟବସାୟରେ ଲାଭ ହେବ। ଆର୍ଥିକ ସ୍ଥିତି ସୁଦୃଢ଼ ହେବ।: [1212, 1575, 1451, 1631]
registration-marks: [0, 2314, 1476, 2334]
feature-tag: [376, 1440, 528, 1510]
black-mark: [742, 2318, 752, 2328]
sign-divider: [1112, 662, 1468, 672]
page-number: ୪: [1400, 6, 1430, 60]
zodiac-prediction: ବିଭିନ୍ନ ପ୍ରକାର ଦୁଷ୍ଟିନ୍ତା ଲାଗିରହିବ। ଶତ୍ରୁ ଅପେକ୍ଷା ଦୃଢ଼ ସାହାଯ୍ୟ ପାଇବେ। ବାଣିଜ୍ୟ, ବ୍ୟବସାୟ ଓ ପରିବାରରେ ସମସ୍ୟା ଦୂର ହେବ। ଆଧ୍ୟାତ୍ମିକତା, ରାଜନୀତି, ସାହିତ୍ୟ ପ୍ରଭୃତି କ୍ଷେତ୍ରରେ ଉନ୍ନତି ହେବ।: [1212, 1725, 1468, 1781]
event-listing: ସମୟ: ପୂର୍ବାହ୍ନ ୧୦ଟା। • ବିଶ୍ୱ ମଧୁମେହ ଦିବସ ସଚେତନତା ଶିବିର, ସ୍ଥାନ: ଜିଲ୍ଲା ମୁଖ୍ୟ ଚିକିତ୍ସାଳୟ, ସମୟ: ସକାଳ ୯ଟା। • ଶିଶୁ ଦିବସ ପାଳନ, ସ୍ଥାନ: ଜିଲ୍ଲା ସ୍କୁଲ, ସମୟ: ସକାଳ ୧୦ଟା।: [668, 143, 876, 199]
event-listing: • ଶିଶୁ ଦିବସ ଉତ୍ସବ, ସ୍ଥାନ: ଜିଲ୍ଲା ସ୍କୁଲ, ସମୟ: ସକାଳ ୧୦ଟା।: [668, 425, 868, 452]
event-listing: • ଶିଶୁ ଉତ୍ସବ, ସ୍ଥାନ: ନୂଆ ପଡ଼ିଆ, ସମୟ: ପୂର୍ବାହ୍ନ ୧୦ଟା।: [448, 335, 651, 363]
logo-years-label: Years: [78, 58, 104, 67]
zodiac-sign-name: ବିଛା: [1120, 1255, 1194, 1277]
zodiac-symbol-icon: ♑: [1126, 1598, 1186, 1658]
zodiac-sign-name: ଧନୁ: [1120, 1410, 1194, 1432]
feature-column-1: ପ୍ରତିବର୍ଷ ନଭେମ୍ବର ୧୪ରେ ବିଶ୍ୱ ମଧୁମେହ ଦିବସ ପାଳନ କରାଯାଏ। ଆଜିର ଦିନରେ ଇନସୁଲିନ ଆବିଷ୍କାରକ ସାର ଫ୍ରେଡେରିକ ବାଣ୍ଟିଙ୍ଗଙ୍କ ଜନ୍ମଦିନ ପାଳନ କରାଯାଏ। ମଧୁମେହ ଏକ ଅତି ପୁରାତନ ରୋଗ। ୧୯୯୧ରେ ଏହି ଦିବସ ପାଳନ ଆରମ୍ଭ ହୋଇଥିଲା। ଭାରତରେ ମଧୁମେହ ରୋଗୀଙ୍କ ସଂଖ୍ୟା ଦ୍ରୁତ ଗତିରେ ବଢ଼ୁଛି। ଏହା ଏକ ନୀରବ ଘାତକ ରୋଗ ଭାବେ ପରିଚିତ।: [376, 1521, 544, 1665]
district-heading: ବୌଦ୍ଧ: [888, 350, 919, 364]
sign-divider: [1112, 946, 1468, 956]
zodiac-prediction: ପୁଷ୍ଟିକାରୀ ଖାଦ୍ୟ ସମୟରେ ଚିନ୍ତିତ ରହିପାରନ୍ତି। ସାମାଜିକ କ୍ଷେତ୍ରରେ ଆଲୋଚନା ହେବ। ପରିବାରରେ ଆନୁଗତ୍ୟ ଦେଖିବାକୁ ମିଳିବ। ସାହିତ୍ୟ ଓ ଆଧ୍ୟାତ୍ମିକ କ୍ଷେତ୍ରରେ ବେଶ୍ ଆଗକୁ ଗତି କରିବେ।: [1212, 967, 1461, 1023]
cyan-mark: [1130, 2318, 1140, 2328]
zodiac-sign-block: [1112, 1410, 1468, 1528]
zodiac-prediction: ବକଲମ ସୃଷ୍ଟିରେ ମଙ୍ଗଳ ହେତୁ ସ୍ୱାସ୍ଥ୍ୟ ସମସ୍ୟା ନିରାକୃତ ହେବ। ଦୂର ଯାତ୍ରା ସମ୍ଭାବନା ଅଛି। ପରିବାରରେ ମଙ୍ଗଳ କାର୍ଯ୍ୟ ହୋଇପାରେ। ପାରିବାରିକ ସମ୍ପର୍କ ଉତ୍ତମ ରହିବ। ଜମିଜମା କାରଣରୁ କୌଣସି ସମସ୍ୟା ସୃଷ୍ଟି ହୋଇପାରେ।: [1212, 1260, 1468, 1316]
event-listing: • ଶିଶୁ ଦିବସ ପାଳନ, ସ୍ଥାନ: ମିଶନ ସ୍କୁଲ, ସମୟ: ସକାଳ ୯ଟା।: [888, 276, 1080, 303]
zodiac-sign-block: [1112, 522, 1468, 640]
